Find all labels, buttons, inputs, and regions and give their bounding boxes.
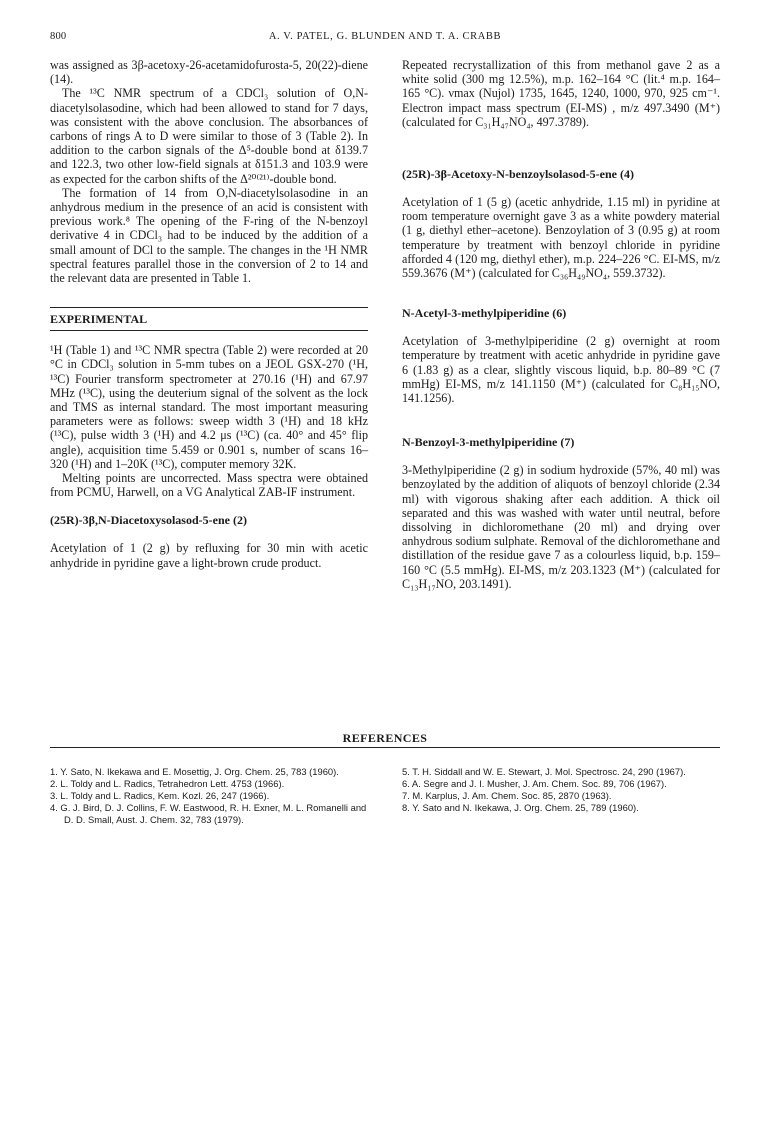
paragraph: ¹H (Table 1) and ¹³C NMR spectra (Table 2) were recorded at 20 °C in CDCl₃ solution in 5-mm tubes on a JEOL GSX-270 (¹H, ¹³C) Fourier transform spectrometer at 270.16 (¹H) and 67.97 MHz (¹³C), using the deuterium signal of the solvent as the lock and TMS as internal standard. The most important measuring parameters were as follows: sweep width 3 (¹H) and 18 kHz (¹³C), pulse width 3 (¹H) and 4.2 μs (¹³C) (ca. 40° and 45° flip angle), acquisition time 5.459 or 0.901 s, number of scans 16–320 (¹H) and 1–20K (¹³C), computer memory 32K. <box>50 343 368 471</box>
references-right <box>402 766 720 814</box>
paragraph: Acetylation of 3-methylpiperidine (2 g) overnight at room temperature by treatment with acetic anhydride in pyridine gave 6 (1.83 g) as a clear, slightly viscous liquid, b.p. 80–89 °C (7 mmHg) EI-MS, m/z 141.1150 (M⁺) (calculated for C₈H₁₅NO, 141.1256). <box>402 334 720 406</box>
section-underline <box>50 330 368 331</box>
paragraph: Acetylation of 1 (5 g) (acetic anhydride, 1.15 ml) in pyridine at room temperature overnight gave 3 as a white powdery material (1 g, diethyl ether–acetone). Benzoylation of 3 (0.95 g) at room temperature by treatment with benzoyl chloride in pyridine afforded 4 (120 mg, diethyl ether), m.p. 224–226 °C. EI-MS, m/z 559.3676 (M⁺) (calculated for C₃₆H₄₉NO₄, 559.3732). <box>402 195 720 281</box>
paragraph: was assigned as 3β-acetoxy-26-acetamidofurosta-5, 20(22)-diene (14). <box>50 58 368 87</box>
compound-heading-2: (25R)-3β,N-Diacetoxysolasod-5-ene (2) <box>50 513 247 528</box>
reference-item: 3. L. Toldy and L. Radics, Kem. Kozl. 26, 247 (1966). <box>50 790 270 802</box>
compound-heading-7: N-Benzoyl-3-methylpiperidine (7) <box>402 435 575 450</box>
paragraph: The ¹³C NMR spectrum of a CDCl₃ solution of O,N-diacetylsolasodine, which had been allowed to stand for 7 days, was consistent with the above conclusion. The absorbances of carbons of rings A to D were similar to those of 3 (Table 2). In addition to the carbon signals of the Δ⁵-double bond at δ139.7 and 122.3, two other low-field signals at δ151.3 and 103.9 were as expected for the carbon shifts of the Δ²⁰⁽²¹⁾-double bond. <box>50 86 368 186</box>
reference-item: 7. M. Karplus, J. Am. Chem. Soc. 85, 2870 (1963). <box>402 790 612 802</box>
reference-item: 1. Y. Sato, N. Ikekawa and E. Mosettig, J. Org. Chem. 25, 783 (1960). <box>50 766 339 777</box>
paragraph: The formation of 14 from O,N-diacetylsolasodine in an anhydrous medium in the presence of an acid is consistent with previous work.⁸ The opening of the F-ring of the N-benzoyl derivative 4 in CDCl₃ had to be induced by the addition of a small amount of DCl to the sample. The changes in the ¹H NMR spectral features parallel those in the conversion of 2 to 14 and the relevant data are presented in Table 1. <box>50 185 368 286</box>
left-column <box>50 58 368 570</box>
references-rule <box>50 747 720 748</box>
experimental-section-header <box>50 307 368 331</box>
running-header <box>50 31 720 45</box>
references-left <box>50 766 368 826</box>
reference-item: 5. T. H. Siddall and W. E. Stewart, J. Mol. Spectrosc. 24, 290 (1967). <box>402 766 686 777</box>
references-heading: REFERENCES <box>342 731 428 745</box>
section-heading-experimental: EXPERIMENTAL <box>50 312 148 327</box>
compound-heading-4: (25R)-3β-Acetoxy-N-benzoylsolasod-5-ene (4) <box>402 167 634 182</box>
running-authors: A. V. PATEL, G. BLUNDEN AND T. A. CRABB <box>268 31 502 42</box>
reference-item: 8. Y. Sato and N. Ikekawa, J. Org. Chem. 25, 789 (1960). <box>402 802 639 814</box>
paragraph: 3-Methylpiperidine (2 g) in sodium hydroxide (57%, 40 ml) was benzoylated by the addition of aliquots of benzoyl chloride (2.34 ml) with vigorous shaking after each addition. A thick oil separated and this was washed with water until neutral, before dissolving in dichloromethane (20 ml) and drying over anhydrous sodium sulphate. Removal of the dichloromethane and distillation of the residue gave 7 as a colourless liquid, b.p. 159–160 °C (5.5 mmHg). EI-MS, m/z 203.1323 (M⁺) (calculated for C₁₃H₁₇NO, 203.1491). <box>402 463 720 591</box>
paragraph: Acetylation of 1 (2 g) by refluxing for 30 min with acetic anhydride in pyridine gave a light-brown crude product. <box>50 541 368 570</box>
reference-item: 6. A. Segre and J. I. Musher, J. Am. Chem. Soc. 89, 706 (1967). <box>402 778 667 790</box>
right-column <box>402 58 720 591</box>
page-number: 800 <box>50 31 67 42</box>
compound-heading-6: N-Acetyl-3-methylpiperidine (6) <box>402 306 567 321</box>
reference-item: 2. L. Toldy and L. Radics, Tetrahedron Lett. 4753 (1966). <box>50 778 285 790</box>
paragraph: Repeated recrystallization of this from methanol gave 2 as a white solid (300 mg 12.5%), m.p. 162–164 °C (lit.⁴ m.p. 164–165 °C). νmax (Nujol) 1735, 1645, 1240, 1000, 970, 925 cm⁻¹. Electron impact mass spectrum (EI-MS) , m/z 497.3490 (M⁺) (calculated for C₃₁H₄₇NO₄, 497.3789). <box>402 58 720 129</box>
paragraph: Melting points are uncorrected. Mass spectra were obtained from PCMU, Harwell, on a VG Analytical ZAB-IF instrument. <box>50 471 368 500</box>
reference-item: 4. G. J. Bird, D. J. Collins, F. W. Eastwood, R. H. Exner, M. L. Romanelli and D. D. Small, Aust. J. Chem. 32, 783 (1979). <box>50 802 367 825</box>
